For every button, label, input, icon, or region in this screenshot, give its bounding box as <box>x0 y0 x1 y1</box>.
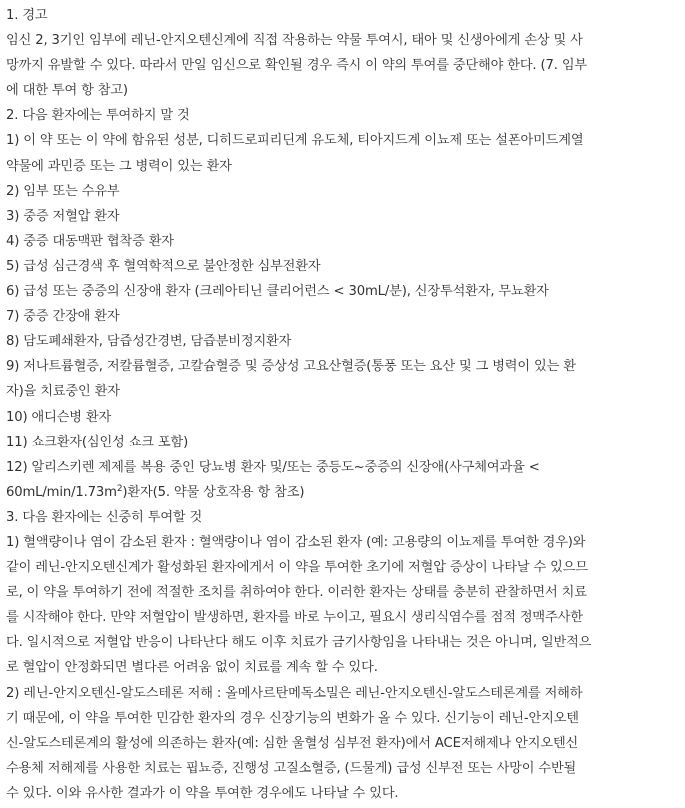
list-item: 3) 중증 저혈압 환자 <box>6 208 120 224</box>
text-line: 자)을 치료중인 환자 <box>6 384 120 400</box>
list-item: 12) 알리스키렌 제제를 복용 중인 당뇨병 환자 및/또는 중등도~중증의 신장애(사구체여과율 < <box>6 459 540 475</box>
section-heading-precautions: 3. 다음 환자에는 신중히 투여할 것 <box>6 509 203 525</box>
text-line: 수용체 저해제를 사용한 치료는 핍뇨증, 진행성 고질소혈증, (드물게) 급성 신부전 또는 사망이 수반될 <box>6 760 577 776</box>
text-line: 임신 2, 3기인 임부에 레닌-안지오텐신계에 직접 작용하는 약물 투여시, 태아 및 신생아에게 손상 및 사 <box>6 33 583 49</box>
list-item: 1) 이 약 또는 이 약에 함유된 성분, 디히드로피리딘계 유도체, 티아지드계 이뇨제 또는 설폰아미드계열 <box>6 133 584 149</box>
list-item: 5) 급성 심근경색 후 혈역학적으로 불안정한 심부전환자 <box>6 258 321 274</box>
list-item: 11) 쇼크환자(심인성 쇼크 포함) <box>6 434 189 450</box>
list-item: 2) 임부 또는 수유부 <box>6 183 120 199</box>
list-item: 6) 급성 또는 중증의 신장애 환자 (크레아티닌 클리어런스 < 30mL/분), 신장투석환자, 무뇨환자 <box>6 284 549 300</box>
superscript: 2 <box>116 483 123 494</box>
list-item: 1) 혈액량이나 염이 감소된 환자 : 혈액량이나 염이 감소된 환자 (예: 고용량의 이뇨제를 투여한 경우)와 <box>6 534 586 550</box>
text-segment: 60mL/min/1.73m <box>6 484 117 500</box>
text-line: 에 대한 투여 항 참고) <box>6 83 128 99</box>
text-line: 신-알도스테론계의 활성에 의존하는 환자(예: 심한 울혈성 심부전 환자)에서 ACE저해제나 안지오텐신 <box>6 735 579 751</box>
text-line: 기 때문에, 이 약을 투여한 민감한 환자의 경우 신장기능의 변화가 올 수 있다. 신기능이 레닌-안지오텐 <box>6 710 579 726</box>
text-line: 다. 일시적으로 저혈압 반응이 나타난다 해도 이후 치료가 금기사항임을 나타내는 것은 아니며, 일반적으 <box>6 635 592 651</box>
list-item: 8) 담도폐쇄환자, 담즙성간경변, 담즙분비정지환자 <box>6 334 292 350</box>
text-line: 로, 이 약을 투여하기 전에 적절한 조치를 취하여야 한다. 이러한 환자는 상태를 충분히 관찰하면서 치료 <box>6 585 587 601</box>
text-line: 약물에 과민증 또는 그 병력이 있는 환자 <box>6 158 232 174</box>
section-heading-warning: 1. 경고 <box>6 8 48 23</box>
list-item: 2) 레닌-안지오텐신-알도스테론 저해 : 올메사르탄메독소밀은 레닌-안지오텐신-알도스테론계를 저해하 <box>6 685 583 701</box>
text-segment: )환자(5. 약물 상호작용 항 참조) <box>122 484 305 500</box>
section-heading-contraindications: 2. 다음 환자에는 투여하지 말 것 <box>6 108 190 124</box>
text-line: 수 있다. 이와 유사한 결과가 이 약을 투여한 경우에도 나타날 수 있다. <box>6 785 399 801</box>
list-item: 4) 중증 대동맥판 협착증 환자 <box>6 233 174 249</box>
text-line: 를 시작해야 한다. 만약 저혈압이 발생하면, 환자를 바로 누이고, 필요시 생리식염수를 점적 정맥주사한 <box>6 610 583 626</box>
text-line: 같이 레닌-안지오텐신계가 활성화된 환자에게서 이 약을 투여한 초기에 저혈압 증상이 나타날 수 있으므 <box>6 560 588 576</box>
text-line: 로 혈압이 안정화되면 별다른 어려움 없이 치료를 계속 할 수 있다. <box>6 660 378 676</box>
text-line: 망까지 유발할 수 있다. 따라서 만일 임신으로 확인될 경우 즉시 이 약의 투여를 중단해야 한다. (7. 임부 <box>6 58 588 74</box>
list-item: 7) 중증 간장애 환자 <box>6 309 120 325</box>
list-item: 10) 애디슨병 환자 <box>6 409 112 425</box>
text-line-with-superscript <box>6 480 680 505</box>
list-item: 9) 저나트륨혈증, 저칼륨혈증, 고칼슘혈증 및 증상성 고요산혈증(통풍 또는 요산 및 그 병력이 있는 환 <box>6 359 576 375</box>
